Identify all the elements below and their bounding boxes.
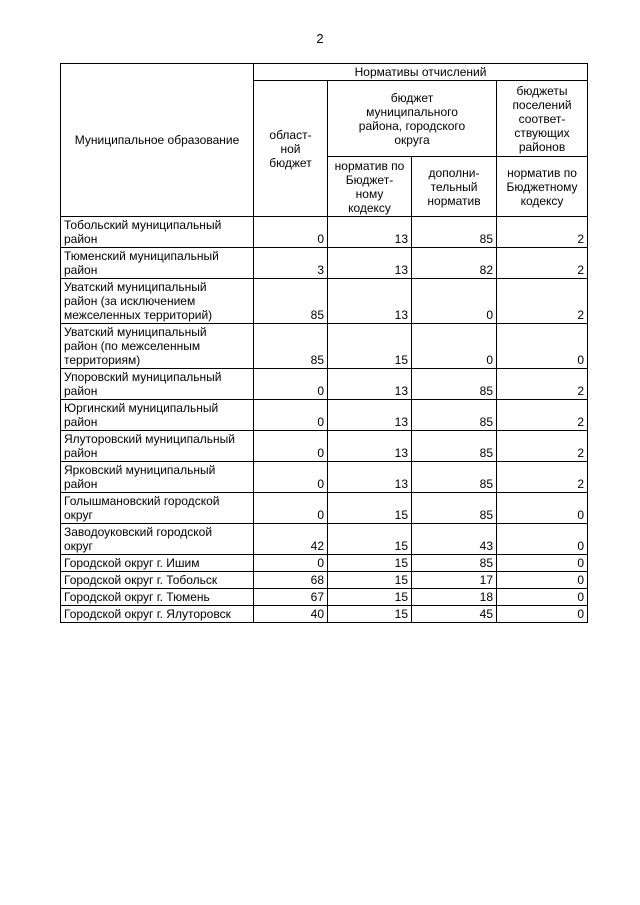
municipality-cell: Уватский муниципальный район (по межселенным территориям) bbox=[61, 324, 254, 369]
settlement-norm-cell: 0 bbox=[497, 324, 588, 369]
settlement-norm-cell: 0 bbox=[497, 606, 588, 623]
district-norm-cell: 13 bbox=[328, 217, 412, 248]
table-row bbox=[61, 462, 588, 493]
district-norm-cell: 13 bbox=[328, 279, 412, 324]
table-row bbox=[61, 493, 588, 524]
regional-budget-cell: 68 bbox=[254, 572, 328, 589]
regional-budget-cell: 0 bbox=[254, 400, 328, 431]
settlement-norm-cell: 2 bbox=[497, 369, 588, 400]
district-norm-cell: 15 bbox=[328, 493, 412, 524]
additional-norm-cell: 45 bbox=[412, 606, 497, 623]
regional-budget-cell: 85 bbox=[254, 279, 328, 324]
additional-norm-cell: 82 bbox=[412, 248, 497, 279]
table-row bbox=[61, 248, 588, 279]
table-row bbox=[61, 606, 588, 623]
municipality-cell: Уватский муниципальный район (за исключением межселенных территорий) bbox=[61, 279, 254, 324]
page-number: 2 bbox=[316, 31, 324, 46]
regional-budget-cell: 0 bbox=[254, 462, 328, 493]
district-norm-cell: 13 bbox=[328, 369, 412, 400]
municipality-cell: Голышмановский городской округ bbox=[61, 493, 254, 524]
additional-norm-cell: 85 bbox=[412, 462, 497, 493]
additional-norm-cell: 43 bbox=[412, 524, 497, 555]
municipality-cell: Городской округ г. Ялуторовск bbox=[61, 606, 254, 623]
table-row bbox=[61, 279, 588, 324]
district-norm-cell: 15 bbox=[328, 589, 412, 606]
municipality-cell: Ярковский муниципальный район bbox=[61, 462, 254, 493]
district-norm-cell: 13 bbox=[328, 400, 412, 431]
regional-budget-cell: 0 bbox=[254, 493, 328, 524]
additional-norm-cell: 85 bbox=[412, 555, 497, 572]
additional-norm-cell: 17 bbox=[412, 572, 497, 589]
additional-norm-cell: 85 bbox=[412, 400, 497, 431]
district-norm-cell: 15 bbox=[328, 606, 412, 623]
settlement-norm-cell: 2 bbox=[497, 462, 588, 493]
settlement-norm-cell: 0 bbox=[497, 524, 588, 555]
additional-norm-cell: 85 bbox=[412, 493, 497, 524]
district-norm-cell: 13 bbox=[328, 462, 412, 493]
district-norm-cell: 15 bbox=[328, 555, 412, 572]
table-row bbox=[61, 524, 588, 555]
settlement-norm-cell: 0 bbox=[497, 555, 588, 572]
additional-norm-cell: 0 bbox=[412, 279, 497, 324]
additional-norm-cell: 0 bbox=[412, 324, 497, 369]
settlement-norm-cell: 2 bbox=[497, 217, 588, 248]
header-additional-norm-label: дополни- тельный норматив bbox=[427, 165, 481, 208]
header-norm-budget-code-district-label: норматив по Бюджет- ному кодексу bbox=[334, 158, 405, 215]
header-regional-budget bbox=[254, 81, 328, 217]
district-norm-cell: 13 bbox=[328, 248, 412, 279]
settlement-norm-cell: 0 bbox=[497, 589, 588, 606]
header-settlement-budget bbox=[497, 81, 588, 157]
additional-norm-cell: 85 bbox=[412, 369, 497, 400]
norms-table bbox=[60, 63, 588, 623]
table-row bbox=[61, 589, 588, 606]
settlement-norm-cell: 2 bbox=[497, 400, 588, 431]
header-district-budget bbox=[328, 81, 497, 157]
header-settlement-budget-label: бюджеты поселений соответ- ствующих районов bbox=[512, 83, 572, 154]
district-norm-cell: 13 bbox=[328, 431, 412, 462]
settlement-norm-cell: 2 bbox=[497, 431, 588, 462]
municipality-cell: Городской округ г. Тобольск bbox=[61, 572, 254, 589]
regional-budget-cell: 67 bbox=[254, 589, 328, 606]
municipality-cell: Городской округ г. Ишим bbox=[61, 555, 254, 572]
additional-norm-cell: 85 bbox=[412, 431, 497, 462]
table-row bbox=[61, 555, 588, 572]
additional-norm-cell: 18 bbox=[412, 589, 497, 606]
regional-budget-cell: 0 bbox=[254, 555, 328, 572]
table-row bbox=[61, 431, 588, 462]
header-additional-norm bbox=[412, 157, 497, 217]
settlement-norm-cell: 0 bbox=[497, 493, 588, 524]
district-norm-cell: 15 bbox=[328, 524, 412, 555]
header-district-budget-label: бюджет муниципального района, городского округа bbox=[358, 90, 466, 147]
table-row bbox=[61, 369, 588, 400]
regional-budget-cell: 42 bbox=[254, 524, 328, 555]
settlement-norm-cell: 2 bbox=[497, 279, 588, 324]
header-norm-budget-code-settlement-label: норматив по Бюджетному кодексу bbox=[506, 165, 578, 208]
settlement-norm-cell: 2 bbox=[497, 248, 588, 279]
header-regional-budget-label: област- ной бюджет bbox=[269, 127, 312, 170]
table-row bbox=[61, 572, 588, 589]
municipality-cell: Заводоуковский городской округ bbox=[61, 524, 254, 555]
municipality-cell: Ялуторовский муниципальный район bbox=[61, 431, 254, 462]
municipality-cell: Юргинский муниципальный район bbox=[61, 400, 254, 431]
header-norm-budget-code-settlement bbox=[497, 157, 588, 217]
table-row bbox=[61, 217, 588, 248]
regional-budget-cell: 40 bbox=[254, 606, 328, 623]
district-norm-cell: 15 bbox=[328, 324, 412, 369]
regional-budget-cell: 85 bbox=[254, 324, 328, 369]
municipality-cell: Городской округ г. Тюмень bbox=[61, 589, 254, 606]
header-norm-budget-code-district bbox=[328, 157, 412, 217]
settlement-norm-cell: 0 bbox=[497, 572, 588, 589]
municipality-cell: Тобольский муниципальный район bbox=[61, 217, 254, 248]
additional-norm-cell: 85 bbox=[412, 217, 497, 248]
municipality-cell: Упоровский муниципальный район bbox=[61, 369, 254, 400]
regional-budget-cell: 0 bbox=[254, 431, 328, 462]
municipality-cell: Тюменский муниципальный район bbox=[61, 248, 254, 279]
regional-budget-cell: 0 bbox=[254, 217, 328, 248]
header-municipality: Муниципальное образование bbox=[61, 64, 254, 217]
regional-budget-cell: 3 bbox=[254, 248, 328, 279]
header-norms: Нормативы отчислений bbox=[254, 64, 588, 81]
district-norm-cell: 15 bbox=[328, 572, 412, 589]
table-row bbox=[61, 400, 588, 431]
regional-budget-cell: 0 bbox=[254, 369, 328, 400]
table-row bbox=[61, 324, 588, 369]
